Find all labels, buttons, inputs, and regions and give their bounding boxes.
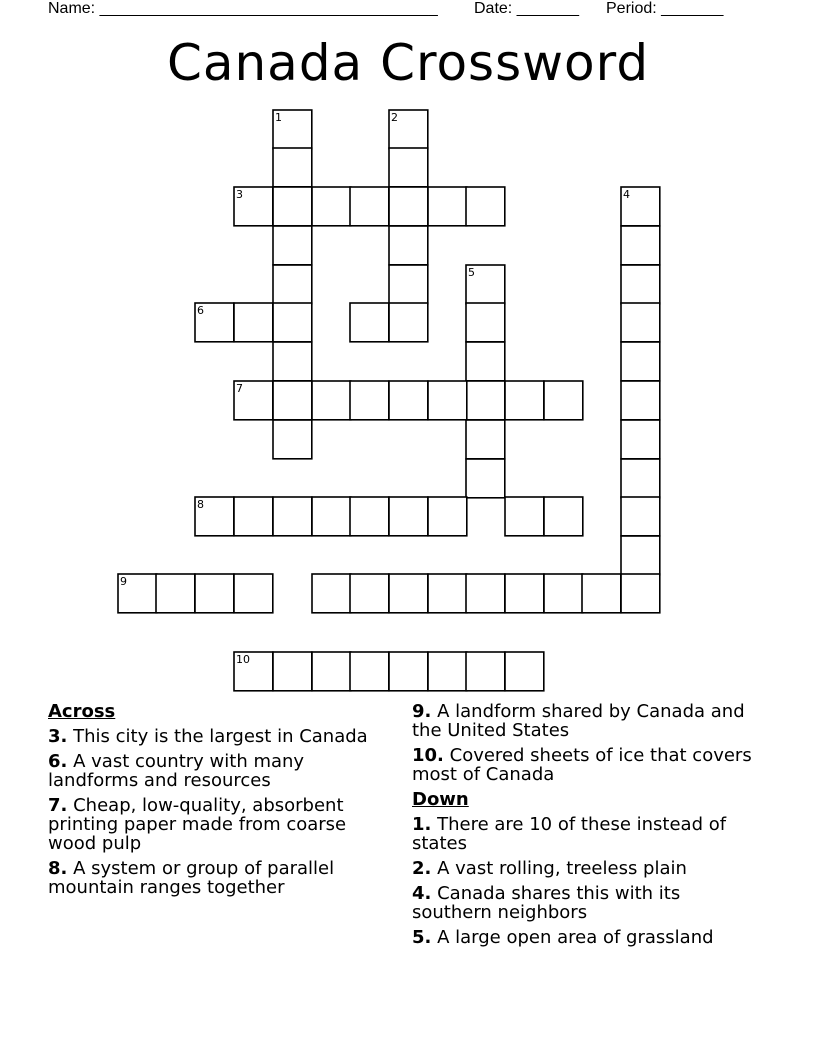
grid-cell[interactable] xyxy=(466,574,505,613)
grid-cell[interactable] xyxy=(428,497,467,536)
grid-cell[interactable] xyxy=(621,420,660,459)
grid-cell[interactable] xyxy=(273,148,312,187)
grid-cell[interactable] xyxy=(389,303,428,342)
grid-cell[interactable] xyxy=(621,226,660,265)
clue-number: 2 xyxy=(391,111,398,124)
clues-left-column xyxy=(48,702,393,903)
grid-cell[interactable] xyxy=(621,381,660,420)
clue-down-1: 1. There are 10 of these instead of states xyxy=(412,814,727,854)
grid-cell[interactable] xyxy=(621,497,660,536)
clue-number: 9 xyxy=(120,575,127,588)
grid-cell[interactable] xyxy=(544,497,583,536)
grid-cell[interactable] xyxy=(466,381,505,420)
grid-cell[interactable] xyxy=(582,574,621,613)
grid-cell[interactable] xyxy=(505,574,544,613)
clue-across-3: 3. This city is the largest in Canada xyxy=(48,726,368,747)
grid-cell[interactable] xyxy=(466,652,505,691)
grid-cell[interactable] xyxy=(312,497,351,536)
grid-cell[interactable] xyxy=(621,303,660,342)
grid-cell[interactable] xyxy=(466,303,505,342)
grid-cell[interactable] xyxy=(389,497,428,536)
clue-down-2: 2. A vast rolling, treeless plain xyxy=(412,858,687,879)
clue-down-5: 5. A large open area of grassland xyxy=(412,927,714,948)
grid-cell[interactable] xyxy=(389,265,428,304)
grid-cell[interactable] xyxy=(273,226,312,265)
grid-cell[interactable] xyxy=(234,574,273,613)
grid-cell[interactable] xyxy=(389,226,428,265)
clue-number: 3 xyxy=(236,188,243,201)
grid-cell[interactable] xyxy=(312,574,351,613)
grid-cell[interactable] xyxy=(273,303,312,342)
grid-cell[interactable] xyxy=(273,342,312,381)
clue-number: 5 xyxy=(468,266,475,279)
grid-cell[interactable] xyxy=(389,187,428,226)
grid-cell[interactable] xyxy=(505,652,544,691)
grid-cell[interactable] xyxy=(273,652,312,691)
grid-cell[interactable] xyxy=(273,381,312,420)
clue-number: 1 xyxy=(275,111,282,124)
grid-cell[interactable] xyxy=(350,497,389,536)
grid-cell[interactable] xyxy=(466,187,505,226)
down-heading: Down xyxy=(412,789,469,810)
grid-cell[interactable] xyxy=(273,265,312,304)
grid-cell[interactable] xyxy=(428,381,467,420)
grid-cell[interactable] xyxy=(273,187,312,226)
grid-cell[interactable] xyxy=(621,265,660,304)
clue-across-9: 9. A landform shared by Canada and the United States xyxy=(412,701,745,741)
grid-cell[interactable] xyxy=(621,342,660,381)
grid-cell[interactable] xyxy=(466,459,505,498)
clue-number: 8 xyxy=(197,498,204,511)
grid-cell[interactable] xyxy=(389,148,428,187)
period-field[interactable]: Period: _______ xyxy=(606,0,724,17)
grid-cell[interactable] xyxy=(389,574,428,613)
grid-cell[interactable] xyxy=(234,303,273,342)
clue-across-10: 10. Covered sheets of ice that covers most of Canada xyxy=(412,745,752,785)
grid-cell[interactable] xyxy=(312,652,351,691)
grid-cell[interactable] xyxy=(505,497,544,536)
grid-cell[interactable] xyxy=(350,303,389,342)
grid-cell[interactable] xyxy=(234,497,273,536)
grid-cell[interactable] xyxy=(544,574,583,613)
grid-cell[interactable] xyxy=(350,574,389,613)
page-title: Canada Crossword xyxy=(166,34,650,92)
grid-cell[interactable] xyxy=(156,574,195,613)
name-field[interactable]: Name: ______________________________________ xyxy=(48,0,438,17)
grid-cell[interactable] xyxy=(350,652,389,691)
grid-cell[interactable] xyxy=(428,187,467,226)
grid-cell[interactable] xyxy=(428,652,467,691)
clue-down-4: 4. Canada shares this with its southern neighbors xyxy=(412,883,681,923)
grid-cell[interactable] xyxy=(195,574,234,613)
grid-cell[interactable] xyxy=(621,459,660,498)
grid-cell[interactable] xyxy=(350,187,389,226)
grid-cell[interactable] xyxy=(466,420,505,459)
grid-cell[interactable] xyxy=(544,381,583,420)
clue-number: 10 xyxy=(236,653,250,666)
grid-cell[interactable] xyxy=(621,536,660,575)
grid-cell[interactable] xyxy=(273,420,312,459)
grid-cell[interactable] xyxy=(505,381,544,420)
grid-cell[interactable] xyxy=(312,187,351,226)
grid-cell[interactable] xyxy=(273,497,312,536)
grid-cell[interactable] xyxy=(389,652,428,691)
clues-right-column xyxy=(412,702,762,953)
date-field[interactable]: Date: _______ xyxy=(474,0,579,17)
grid-cell[interactable] xyxy=(428,574,467,613)
grid-cell[interactable] xyxy=(621,574,660,613)
grid-cell[interactable] xyxy=(466,342,505,381)
grid-cell[interactable] xyxy=(350,381,389,420)
grid-cell[interactable] xyxy=(389,381,428,420)
clue-number: 6 xyxy=(197,304,204,317)
across-heading: Across xyxy=(48,701,116,722)
clue-across-7: 7. Cheap, low-quality, absorbent printing paper made from coarse wood pulp xyxy=(48,795,347,854)
grid-cell[interactable] xyxy=(312,381,351,420)
clue-number: 4 xyxy=(623,188,630,201)
clue-across-6: 6. A vast country with many landforms and resources xyxy=(48,751,305,791)
clue-number: 7 xyxy=(236,382,243,395)
clue-across-8: 8. A system or group of parallel mountain ranges together xyxy=(48,858,335,898)
